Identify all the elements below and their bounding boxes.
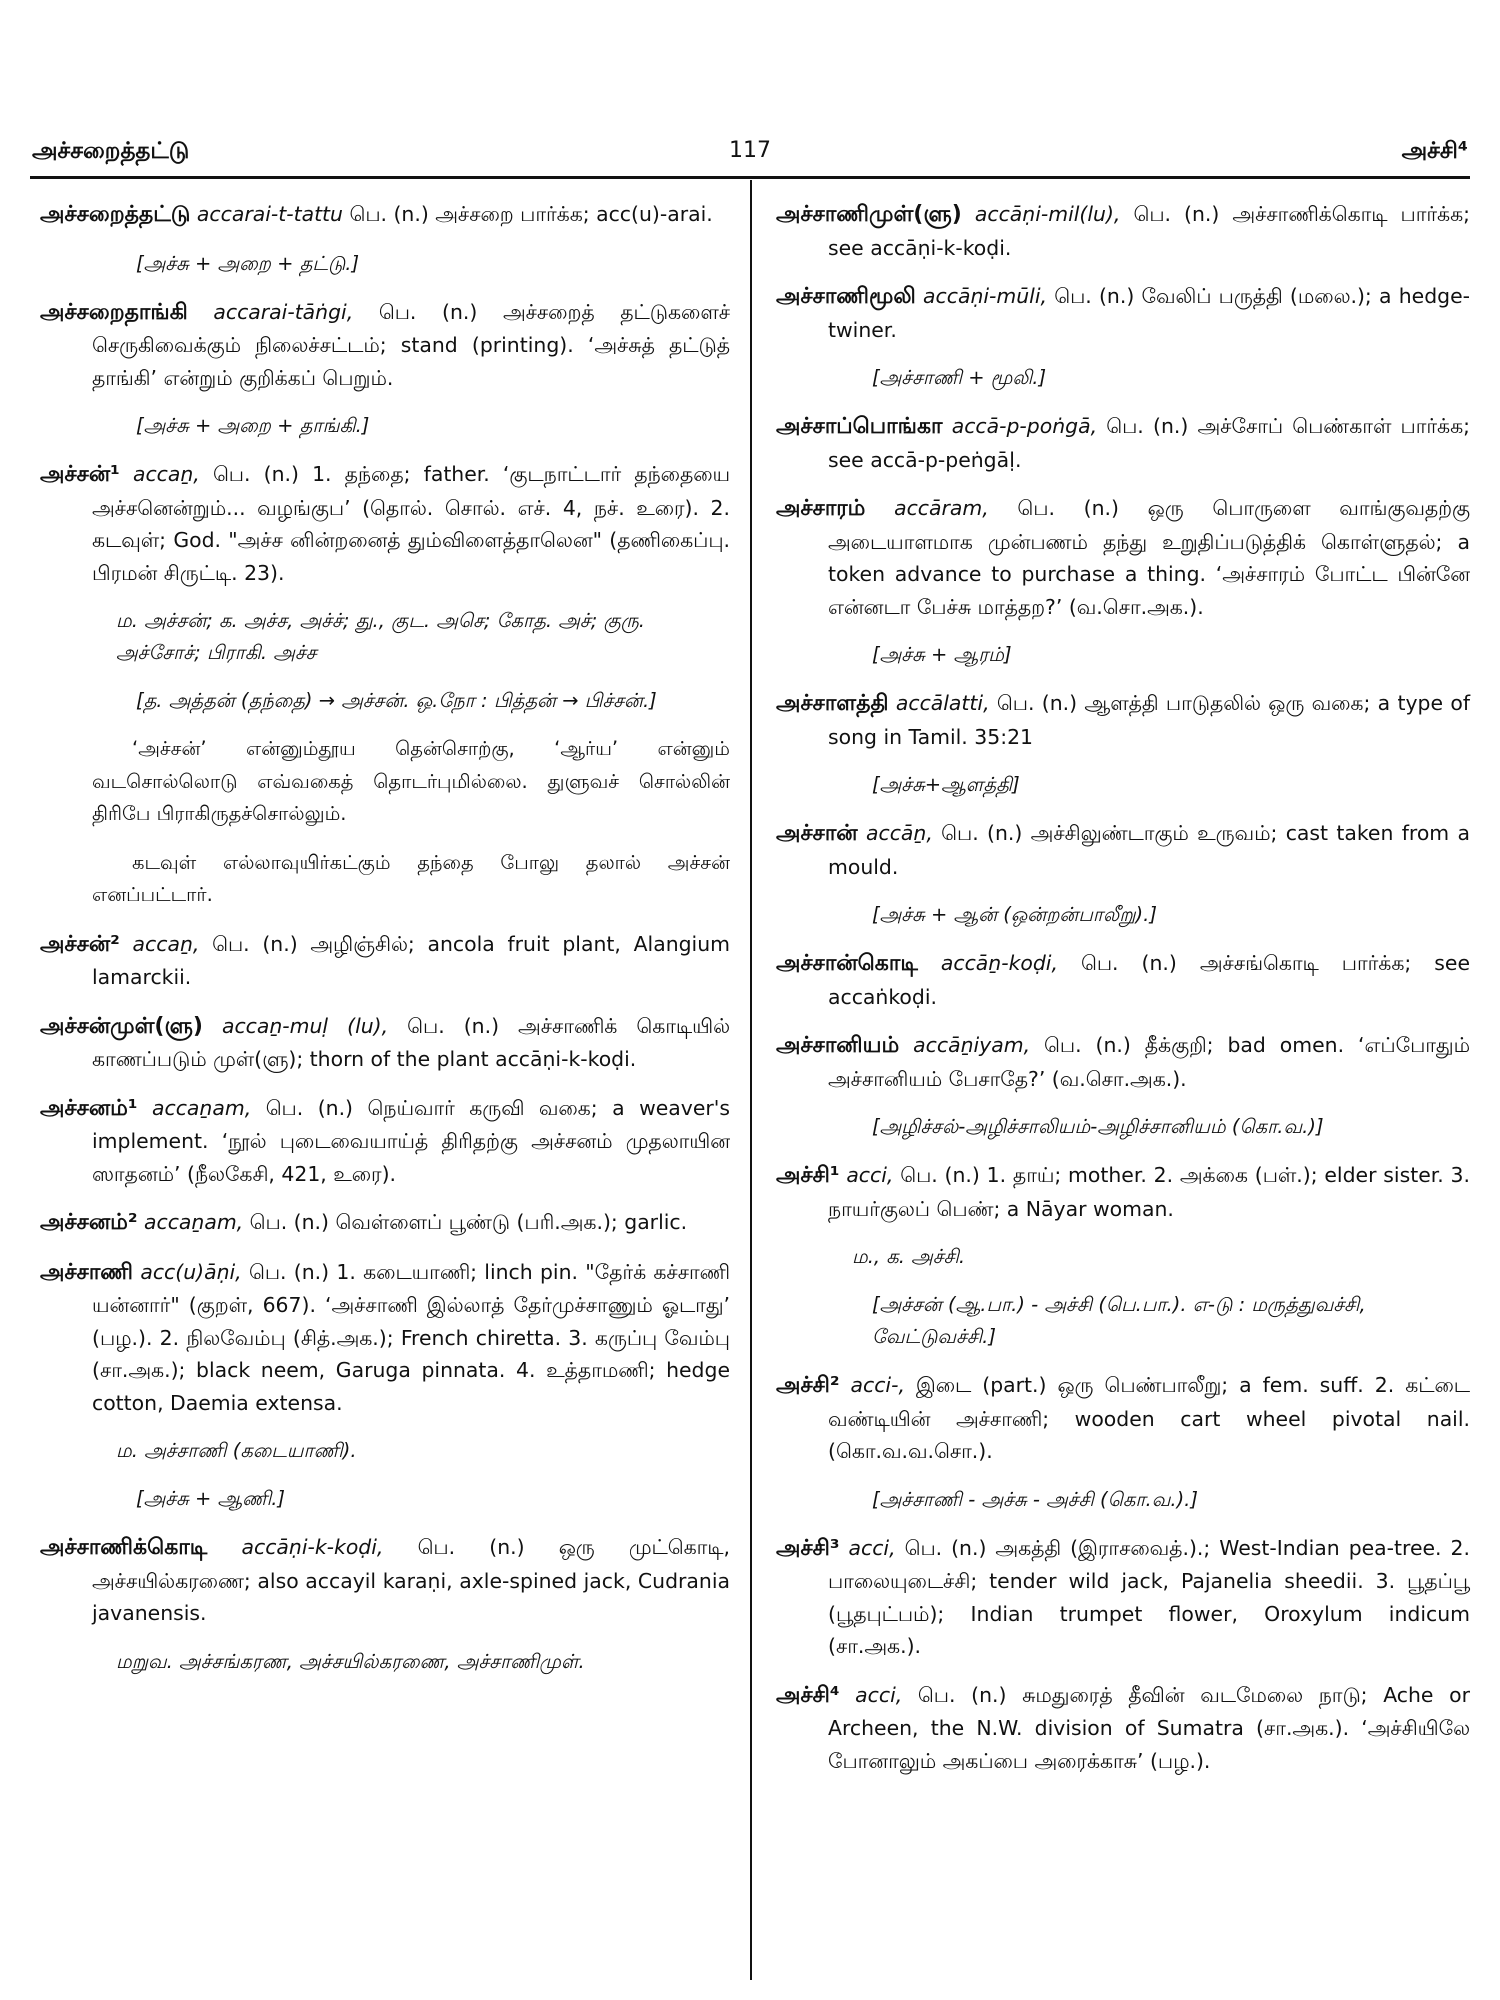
explanatory-paragraph: ‘அச்சன்’ என்னும்தூய தென்சொற்கு, ‘ஆர்ய’ என்னும் வடசொல்லொடு எவ்வகைத் தொடர்புமில்லை. துளுவச் சொல்லின் திரிபே பிராகிருதச்சொல்லும். (92, 737, 730, 825)
entry-headword: அச்சாரம் (776, 496, 866, 521)
dictionary-entry (776, 1029, 1470, 1095)
entry-definition: பெ. (n.) ஒரு பொருளை வாங்குவதற்கு அடையாளமாக முன்பணம் தந்து உறுதிப்படுத்திக் கொள்ளுதல்; a token advance to purchase a thing. ‘அச்சாரம் போட்ட பின்னே என்னடா பேச்சு மாத்தற?’ (வ.சொ.அக.). (828, 496, 1471, 619)
dictionary-entry (776, 410, 1470, 476)
entry-transliteration: acci, (855, 1682, 903, 1707)
entry-definition: பெ. (n.) ஆளத்தி பாடுதலில் ஒரு வகை; a type of song in Tamil. 35:21 (828, 691, 1471, 749)
entry-definition: பெ. (n.) வெள்ளைப் பூண்டு (பரி.அக.); garlic. (249, 1210, 688, 1234)
entry-definition: பெ. (n.) ஒரு முட்கொடி, அச்சயில்கரணை; also accayil karaṇi, axle-spined jack, Cudrania javanensis. (92, 1535, 731, 1625)
entry-transliteration: acc(u)āṇi, (140, 1259, 242, 1284)
cognates-line: ம. அச்சன்; க. அச்ச, அச்ச்; து., குட. அசெ; கோத. அச்; குரு. அச்சோச்; பிராகி. அச்ச (116, 609, 645, 664)
dictionary-entry (776, 1532, 1470, 1663)
entry-transliteration: accaṉ, (132, 462, 200, 486)
dictionary-entry (40, 296, 730, 395)
entry-definition: பெ. (n.) தீக்குறி; bad omen. ‘எப்போதும் அச்சானியம் பேசாதே?’ (வ.சொ.அக.). (828, 1033, 1470, 1091)
entry-headword: அச்சி¹ (776, 1163, 840, 1188)
dictionary-entry (40, 1531, 730, 1630)
entry-headword: அச்சாணிக்கொடி (40, 1535, 208, 1560)
entry-transliteration: accarai-t-tattu (196, 202, 343, 226)
entry-headword: அச்சன்முள்(ளு) (40, 1013, 203, 1039)
etymology-note: [அச்சு + ஆணி.] (136, 1487, 286, 1510)
entry-definition: பெ. (n.) அச்சிலுண்டாகும் உருவம்; cast taken from a mould. (828, 821, 1471, 879)
entry-definition: பெ. (n.) 1. தந்தை; father. ‘குடநாட்டார் தந்தையை அச்சனென்றும்... வழங்குப’ (தொல். சொல். எச். 4, நச். உரை). 2. கடவுள்; God. "அச்ச னின்றனைத் தும்விளைத்தாலென" (தணிகைப்பு. பிரமன் சிருட்டி. 23). (92, 462, 731, 585)
page-header (32, 138, 1468, 178)
entry-headword: அச்சாணி (40, 1259, 134, 1285)
dictionary-entry (776, 1159, 1470, 1225)
etymology-note: [அச்சு + அறை + தாங்கி.] (136, 414, 370, 437)
entry-definition: பெ. (n.) 1. தாய்; mother. 2. அக்கை (பள்.); elder sister. 3. நாயர்குலப் பெண்; a Nāyar woman. (828, 1163, 1470, 1221)
entry-definition: பெ. (n.) அச்சறைத் தட்டுகளைச் செருகிவைக்கும் நிலைச்சட்டம்; stand (printing). ‘அச்சுத் தட்டுத் தாங்கி’ என்றும் குறிக்கப் பெறும். (92, 299, 731, 390)
page-number: 117 (729, 138, 771, 163)
entry-headword: அச்சான் (776, 821, 858, 846)
entry-headword: அச்சானியம் (776, 1033, 900, 1058)
entry-transliteration: accālatti, (895, 691, 990, 715)
dictionary-entry (776, 947, 1470, 1013)
entry-headword: அச்சறைதாங்கி (40, 299, 188, 325)
entry-transliteration: accaṉam, (143, 1210, 244, 1234)
entry-transliteration: accarai-tāṅgi, (213, 299, 354, 324)
etymology-note: [அழிச்சல்-அழிச்சாலியம்-அழிச்சானியம் (கொ.வ.)] (872, 1115, 1324, 1138)
dictionary-entry (40, 1092, 730, 1191)
dictionary-entry (40, 928, 730, 994)
entry-transliteration: acci-, (850, 1373, 905, 1397)
header-rule (30, 176, 1470, 179)
entry-definition: பெ. (n.) வேலிப் பருத்தி (மலை.); a hedge-twiner. (828, 284, 1470, 342)
column-divider (750, 180, 752, 1980)
right-column (776, 198, 1470, 1793)
cognates-line: ம. அச்சாணி (கடையாணி). (116, 1439, 357, 1462)
entry-definition: பெ. (n.) சுமதுரைத் தீவின் வடமேலை நாடு; Ache or Archeen, the N.W. division of Sumatra (சா.அக.). ‘அச்சியிலே போனாலும் அகப்பை அரைக்காசு’ (பழ.). (828, 1682, 1470, 1773)
entry-headword: அச்சி⁴ (776, 1682, 840, 1708)
entry-definition: பெ. (n.) நெய்வார் கருவி வகை; a weaver's implement. ‘நூல் புடைவையாய்த் திரிதற்கு அச்சனம் முதலாயின ஸாதனம்’ (நீலகேசி, 421, உரை). (92, 1095, 731, 1186)
entry-transliteration: accāṉ, (865, 821, 933, 845)
entry-transliteration: accāṇi-k-koḍi, (241, 1535, 384, 1559)
entry-definition: பெ. (n.) அச்சங்கொடி பார்க்க; see accaṅkoḍi. (828, 951, 1470, 1009)
entry-definition: பெ. (n.) 1. கடையாணி; linch pin. "தேர்க் கச்சாணி யன்னார்" (குறள், 667). ‘அச்சாணி இல்லாத் தேர்முச்சாணும் ஓடாது’ (பழ.). 2. நிலவேம்பு (சித்.அக.); French chiretta. 3. கருப்பு வேம்பு (சா.அக.); black neem, Garuga pinnata. 4. உத்தாமணி; hedge cotton, Daemia extensa. (92, 1259, 730, 1415)
entry-definition: பெ. (n.) அழிஞ்சில்; ancola fruit plant, Alangium lamarckii. (92, 931, 731, 989)
etymology-note: [அச்சு + ஆன் (ஒன்றன்பாலீறு).] (872, 903, 1157, 926)
running-head-left: அச்சறைத்தட்டு (32, 138, 190, 164)
entry-transliteration: accāṉ-koḍi, (940, 951, 1058, 975)
entry-transliteration: accāṇi-mil(lu), (974, 202, 1121, 226)
entry-definition: பெ. (n.) அச்சறை பார்க்க; acc(u)-arai. (349, 202, 713, 226)
cognates-line: மறுவ. அச்சங்கரண, அச்சயில்கரணை, அச்சாணிமுள். (116, 1649, 585, 1673)
entry-headword: அச்சி² (776, 1373, 840, 1398)
entry-headword: அச்சனம்² (40, 1210, 138, 1235)
entry-definition: இடை (part.) ஒரு பெண்பாலீறு; a fem. suff. 2. கட்டை வண்டியின் அச்சாணி; wooden cart wheel pivotal nail. (கொ.வ.வ.சொ.). (828, 1373, 1470, 1463)
entry-headword: அச்சாணிமூலி (776, 284, 916, 309)
entry-headword: அச்சறைத்தட்டு (40, 202, 191, 227)
etymology-note: [அச்சாணி - அச்சு - அச்சி (கொ.வ.).] (872, 1487, 1198, 1511)
dictionary-entry (40, 1206, 730, 1240)
dictionary-entry (776, 492, 1470, 623)
dictionary-entry (776, 280, 1470, 346)
entry-definition: பெ. (n.) அச்சாணிக் கொடியில் காணப்படும் முள்(ளு); thorn of the plant accāṇi-k-koḍi. (92, 1013, 731, 1071)
entry-headword: அச்சனம்¹ (40, 1095, 138, 1121)
entry-transliteration: acci, (848, 1535, 896, 1560)
etymology-note: [அச்சு+ஆளத்தி] (872, 773, 1020, 796)
entry-headword: அச்சாளத்தி (776, 691, 889, 716)
dictionary-entry (776, 198, 1470, 264)
dictionary-entry (40, 198, 730, 232)
dictionary-entry (776, 817, 1470, 883)
entry-transliteration: acci, (846, 1163, 894, 1187)
entry-transliteration: accāram, (894, 496, 989, 520)
entry-definition: பெ. (n.) அச்சாணிக்கொடி பார்க்க; see accāṇi-k-koḍi. (828, 202, 1470, 260)
entry-transliteration: accaṉam, (152, 1095, 252, 1120)
entry-transliteration: accāṇi-mūli, (923, 284, 1047, 308)
dictionary-entry (776, 1679, 1470, 1778)
dictionary-entry (40, 1010, 730, 1076)
dictionary-entry (776, 687, 1470, 753)
entry-transliteration: accāṉiyam, (913, 1033, 1031, 1057)
etymology-note: [அச்சு + அறை + தட்டு.] (136, 251, 360, 275)
entry-transliteration: accaṉ-muḷ (lu), (221, 1013, 389, 1038)
explanatory-paragraph: கடவுள் எல்லாவுயிர்கட்கும் தந்தை போலு தலால் அச்சன் எனப்பட்டார். (92, 850, 730, 906)
dictionary-entry (40, 458, 730, 589)
entry-headword: அச்சாணிமுள்(ளு) (776, 202, 962, 227)
dictionary-entry (776, 1369, 1470, 1468)
entry-headword: அச்சான்கொடி (776, 951, 918, 976)
entry-headword: அச்சன்¹ (40, 462, 120, 487)
entry-headword: அச்சி³ (776, 1535, 840, 1561)
entry-transliteration: accaṉ, (132, 931, 200, 956)
cognates-line: ம., க. அச்சி. (852, 1245, 966, 1268)
running-head-right: அச்சி⁴ (1401, 138, 1468, 164)
entry-transliteration: accā-p-poṅgā, (951, 414, 1098, 438)
entry-headword: அச்சாப்பொங்கா (776, 414, 943, 439)
entry-definition: பெ. (n.) அச்சோப் பெண்காள் பார்க்க; see accā-p-peṅgāḷ. (828, 414, 1470, 472)
entry-headword: அச்சன்² (40, 931, 120, 957)
dictionary-entry (40, 1256, 730, 1420)
entry-definition: பெ. (n.) அகத்தி (இராசவைத்.).; West-Indian pea-tree. 2. பாலையுடைச்சி; tender wild jack, Pajanelia sheedii. 3. பூதப்பூ (பூதபுட்பம்); Indian trumpet flower, Oroxylum indicum (சா.அக.). (828, 1535, 1470, 1658)
etymology-note: [த. அத்தன் (தந்தை) → அச்சன். ஒ.நோ : பித்தன் → பிச்சன்.] (136, 689, 657, 712)
left-column (40, 198, 730, 1694)
etymology-note: [அச்சன் (ஆ.பா.) - அச்சி (பெ.பா.). எ-டு : மருத்துவச்சி, வேட்டுவச்சி.] (872, 1293, 1366, 1348)
etymology-note: [அச்சு + ஆரம்] (872, 643, 1012, 666)
etymology-note: [அச்சாணி + மூலி.] (872, 366, 1047, 389)
